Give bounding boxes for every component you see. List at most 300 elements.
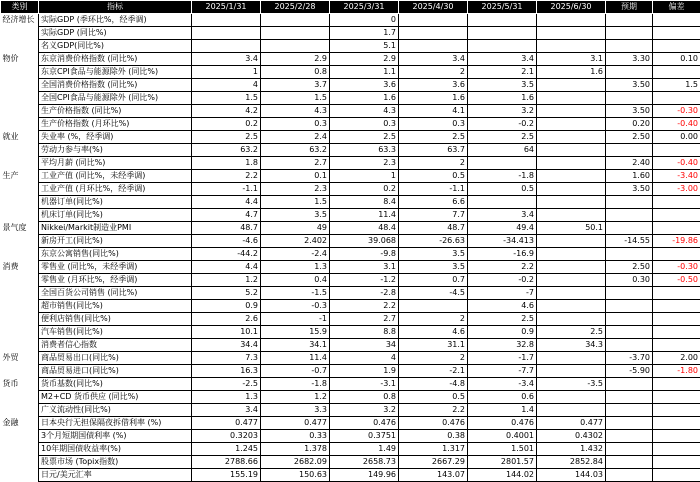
value-cell: 0.477 [192,417,261,430]
value-cell [537,79,606,92]
category-cell [1,456,39,469]
expected-cell [606,326,653,339]
category-cell [1,209,39,222]
expected-cell [606,222,653,235]
expected-cell [606,443,653,456]
value-cell [537,170,606,183]
value-cell: 0.8 [330,391,399,404]
deviation-cell: -3.40 [653,170,700,183]
value-cell: 3.4 [468,209,537,222]
value-cell [537,365,606,378]
value-cell: -34.413 [468,235,537,248]
value-cell [537,261,606,274]
table-row [1,274,700,287]
deviation-cell [653,378,700,391]
column-header: 2025/5/31 [468,1,537,14]
value-cell: 0.476 [399,417,468,430]
value-cell: -3.1 [330,378,399,391]
table-row [1,326,700,339]
value-cell: 1.378 [261,443,330,456]
table-row [1,144,700,157]
value-cell: 63.3 [330,144,399,157]
deviation-cell [653,417,700,430]
value-cell [537,196,606,209]
category-cell [1,391,39,404]
deviation-cell [653,40,700,53]
value-cell: 11.4 [261,352,330,365]
value-cell: 11.4 [330,209,399,222]
deviation-cell [653,469,700,482]
value-cell: 2.9 [330,53,399,66]
value-cell: 50.1 [537,222,606,235]
table-body [1,14,700,482]
table-row [1,287,700,300]
expected-cell [606,40,653,53]
value-cell: 2.7 [261,157,330,170]
indicator-cell: 新房开工(同比%) [39,235,192,248]
value-cell: 48.7 [192,222,261,235]
deviation-cell: -0.30 [653,105,700,118]
value-cell: 2.2 [192,170,261,183]
column-header: 2025/2/28 [261,1,330,14]
value-cell: 2.3 [261,183,330,196]
value-cell: 1 [192,66,261,79]
value-cell: 4.6 [468,300,537,313]
value-cell: 1.7 [330,27,399,40]
value-cell: 3.4 [192,404,261,417]
indicator-cell: 超市销售(同比%) [39,300,192,313]
value-cell: 1.3 [192,391,261,404]
value-cell: 3.6 [330,79,399,92]
table-row [1,131,700,144]
value-cell: 3.7 [261,79,330,92]
expected-cell [606,313,653,326]
value-cell: 0.4001 [468,430,537,443]
value-cell: 1.501 [468,443,537,456]
category-cell [1,118,39,131]
indicator-cell: 股票市场 (Topix指数) [39,456,192,469]
value-cell: -1.2 [330,274,399,287]
table-row [1,105,700,118]
category-cell [1,27,39,40]
deviation-cell [653,287,700,300]
value-cell: 1.5 [261,196,330,209]
table-row [1,339,700,352]
value-cell: 3.5 [468,79,537,92]
expected-cell [606,66,653,79]
value-cell [537,92,606,105]
value-cell: 0.4 [261,274,330,287]
value-cell [537,14,606,27]
indicator-cell: M2+CD 货币供应 (同比%) [39,391,192,404]
value-cell: 4.7 [192,209,261,222]
header-row [1,1,700,14]
value-cell: 2 [399,352,468,365]
value-cell: 2788.66 [192,456,261,469]
table-row [1,79,700,92]
value-cell: 3.4 [192,53,261,66]
value-cell: -0.2 [468,118,537,131]
expected-cell [606,196,653,209]
value-cell: 1.6 [537,66,606,79]
value-cell [399,27,468,40]
value-cell [537,300,606,313]
expected-cell [606,14,653,27]
expected-cell [606,300,653,313]
category-cell [1,430,39,443]
deviation-cell [653,391,700,404]
value-cell [261,40,330,53]
indicator-cell: 失业率 (%，经季调) [39,131,192,144]
expected-cell [606,378,653,391]
value-cell: 2852.84 [537,456,606,469]
value-cell: -1.1 [399,183,468,196]
value-cell: 2.1 [468,66,537,79]
category-cell [1,183,39,196]
value-cell: 0.33 [261,430,330,443]
value-cell: -0.2 [468,274,537,287]
indicator-cell: 东京消费价格指数 (同比%) [39,53,192,66]
value-cell: 1.6 [399,92,468,105]
value-cell: 0.9 [468,326,537,339]
value-cell: 2.5 [468,313,537,326]
deviation-cell [653,404,700,417]
deviation-cell: 0.10 [653,53,700,66]
expected-cell [606,209,653,222]
value-cell [468,27,537,40]
category-cell [1,339,39,352]
deviation-cell [653,196,700,209]
value-cell: 4 [330,352,399,365]
deviation-cell: 1.5 [653,79,700,92]
expected-cell [606,404,653,417]
value-cell: 2.2 [399,404,468,417]
expected-cell: 3.30 [606,53,653,66]
table-row [1,469,700,482]
value-cell: 3.1 [330,261,399,274]
deviation-cell [653,430,700,443]
category-cell [1,287,39,300]
value-cell [537,274,606,287]
deviation-cell: -1.80 [653,365,700,378]
value-cell [537,391,606,404]
indicator-cell: 商品贸易出口(同比%) [39,352,192,365]
table-row [1,300,700,313]
expected-cell: 3.50 [606,105,653,118]
value-cell: 63.2 [261,144,330,157]
expected-cell: 2.40 [606,157,653,170]
category-cell [1,365,39,378]
value-cell: -1.8 [261,378,330,391]
value-cell: 3.3 [261,404,330,417]
value-cell: -4.6 [192,235,261,248]
value-cell: 0.9 [192,300,261,313]
indicator-cell: 生产价格指数 (同比%) [39,105,192,118]
value-cell: 63.7 [399,144,468,157]
column-header: 类别 [1,1,39,14]
category-cell [1,248,39,261]
indicator-cell: 东京CPI食品与能源除外 (同比%) [39,66,192,79]
value-cell: 2 [399,66,468,79]
value-cell: 0.3 [330,118,399,131]
value-cell: 155.19 [192,469,261,482]
value-cell: 0.1 [261,170,330,183]
indicator-cell: 商品贸易进口(同比%) [39,365,192,378]
deviation-cell: 2.00 [653,352,700,365]
category-cell [1,66,39,79]
value-cell: 1.432 [537,443,606,456]
table-row [1,118,700,131]
value-cell: 0.2 [192,118,261,131]
value-cell: 49.4 [468,222,537,235]
value-cell: -4.5 [399,287,468,300]
value-cell: 6.6 [399,196,468,209]
value-cell: -4.8 [399,378,468,391]
category-cell: 生产 [1,170,39,183]
deviation-cell [653,92,700,105]
value-cell: -2.4 [261,248,330,261]
value-cell: -1.5 [261,287,330,300]
indicator-cell: 货币基数(同比%) [39,378,192,391]
expected-cell [606,430,653,443]
value-cell: 2.5 [468,131,537,144]
expected-cell [606,287,653,300]
deviation-cell [653,248,700,261]
deviation-cell [653,27,700,40]
table-row [1,235,700,248]
indicator-cell: 劳动力参与率(%) [39,144,192,157]
category-cell [1,313,39,326]
value-cell: 1.49 [330,443,399,456]
value-cell: -1 [261,313,330,326]
deviation-cell: -19.86 [653,235,700,248]
deviation-cell: -3.00 [653,183,700,196]
value-cell: 3.5 [399,261,468,274]
value-cell: 0.3 [261,118,330,131]
indicator-cell: 实际GDP (同比%) [39,27,192,40]
value-cell [468,157,537,170]
indicator-cell: 工业产值 (月环比%，经季调) [39,183,192,196]
deviation-cell [653,326,700,339]
value-cell: 143.07 [399,469,468,482]
table-row [1,456,700,469]
category-cell: 消费 [1,261,39,274]
table-row [1,391,700,404]
category-cell [1,326,39,339]
value-cell: -16.9 [468,248,537,261]
value-cell: 2.6 [192,313,261,326]
table-row [1,404,700,417]
value-cell: -7 [468,287,537,300]
value-cell: -0.3 [261,300,330,313]
indicator-cell: 10年期国债收益率(%) [39,443,192,456]
value-cell: 1.5 [192,92,261,105]
value-cell: 2667.29 [399,456,468,469]
value-cell: 3.6 [399,79,468,92]
category-cell: 外贸 [1,352,39,365]
value-cell: 3.2 [468,105,537,118]
column-header: 2025/3/31 [330,1,399,14]
expected-cell [606,144,653,157]
value-cell: 2658.73 [330,456,399,469]
value-cell [537,313,606,326]
category-cell [1,40,39,53]
deviation-cell [653,339,700,352]
value-cell: 1.6 [468,92,537,105]
category-cell [1,92,39,105]
indicator-cell: 便利店销售(同比%) [39,313,192,326]
category-cell: 金融 [1,417,39,430]
value-cell: 0.476 [468,417,537,430]
value-cell: 31.1 [399,339,468,352]
table-row [1,248,700,261]
indicator-cell: 机器订单(同比%) [39,196,192,209]
category-cell: 货币 [1,378,39,391]
value-cell [261,27,330,40]
value-cell: 2.5 [330,131,399,144]
value-cell: 0.476 [330,417,399,430]
indicator-cell: 工业产值 (同比%，未经季调) [39,170,192,183]
value-cell: 2.4 [261,131,330,144]
category-cell [1,300,39,313]
indicator-cell: 3个月短期国债利率 (%) [39,430,192,443]
value-cell: 32.8 [468,339,537,352]
value-cell [537,118,606,131]
value-cell: 1.8 [192,157,261,170]
indicator-cell: 生产价格指数 (月环比%) [39,118,192,131]
table-row [1,14,700,27]
category-cell: 物价 [1,53,39,66]
indicator-cell: 名义GDP(同比%) [39,40,192,53]
expected-cell: -3.70 [606,352,653,365]
value-cell: 0.477 [537,417,606,430]
expected-cell [606,417,653,430]
value-cell: -44.2 [192,248,261,261]
table-row [1,183,700,196]
value-cell: 3.1 [537,53,606,66]
value-cell: 3.5 [399,248,468,261]
indicator-cell: 平均月薪 (同比%) [39,157,192,170]
value-cell: 1.317 [399,443,468,456]
table-row [1,196,700,209]
deviation-cell [653,66,700,79]
deviation-cell [653,443,700,456]
value-cell [468,196,537,209]
value-cell [192,40,261,53]
value-cell: 1.2 [261,391,330,404]
table-row [1,313,700,326]
value-cell [399,14,468,27]
value-cell: -2.5 [192,378,261,391]
value-cell: -3.5 [537,378,606,391]
indicator-cell: 日本央行无担保隔夜拆借利率 (%) [39,417,192,430]
value-cell: 1.2 [192,274,261,287]
value-cell: 64 [468,144,537,157]
deviation-cell: -0.40 [653,118,700,131]
value-cell [537,131,606,144]
value-cell [537,27,606,40]
value-cell: 2.2 [330,300,399,313]
value-cell: 3.4 [468,53,537,66]
indicator-cell: 全国CPI食品与能源除外 (同比%) [39,92,192,105]
value-cell: 7.7 [399,209,468,222]
table-row [1,378,700,391]
value-cell: 150.63 [261,469,330,482]
value-cell: -1.1 [192,183,261,196]
value-cell: 144.02 [468,469,537,482]
table-row [1,365,700,378]
value-cell: 2.5 [537,326,606,339]
value-cell: 15.9 [261,326,330,339]
category-cell [1,404,39,417]
table-row [1,352,700,365]
value-cell: 0.7 [399,274,468,287]
deviation-cell [653,222,700,235]
table-row [1,40,700,53]
value-cell: 0.2 [330,183,399,196]
value-cell [537,404,606,417]
column-header: 2025/6/30 [537,1,606,14]
value-cell [399,300,468,313]
expected-cell [606,469,653,482]
indicator-cell: 零售业 (月环比%，经季调) [39,274,192,287]
deviation-cell: 0.00 [653,131,700,144]
value-cell [261,14,330,27]
indicator-cell: 消费者信心指数 [39,339,192,352]
value-cell: 63.2 [192,144,261,157]
deviation-cell [653,144,700,157]
indicator-cell: 日元/美元汇率 [39,469,192,482]
column-header: 预期 [606,1,653,14]
value-cell: 3.4 [399,53,468,66]
table-row [1,170,700,183]
indicator-cell: 东京公寓销售(同比%) [39,248,192,261]
expected-cell: -5.90 [606,365,653,378]
value-cell: 34.4 [192,339,261,352]
value-cell: 4.3 [330,105,399,118]
value-cell: 0.5 [399,170,468,183]
deviation-cell [653,209,700,222]
table-row [1,53,700,66]
indicator-cell: 全国百货公司销售 (同比%) [39,287,192,300]
value-cell [537,235,606,248]
value-cell [537,209,606,222]
value-cell: 1 [330,170,399,183]
value-cell: 1.6 [330,92,399,105]
value-cell: 2.7 [330,313,399,326]
value-cell [537,105,606,118]
value-cell: 0.8 [261,66,330,79]
value-cell: 1.245 [192,443,261,456]
value-cell: 0 [330,14,399,27]
value-cell [399,40,468,53]
value-cell: 2 [399,313,468,326]
value-cell: 2.402 [261,235,330,248]
column-header: 指标 [39,1,192,14]
table-row [1,66,700,79]
value-cell [537,287,606,300]
value-cell: 5.2 [192,287,261,300]
value-cell: 8.8 [330,326,399,339]
deviation-cell [653,14,700,27]
value-cell: 39.068 [330,235,399,248]
value-cell: 34.3 [537,339,606,352]
indicator-cell: 全国消费价格指数 (同比%) [39,79,192,92]
expected-cell [606,92,653,105]
value-cell: 2 [399,157,468,170]
deviation-cell: -0.40 [653,157,700,170]
expected-cell [606,248,653,261]
